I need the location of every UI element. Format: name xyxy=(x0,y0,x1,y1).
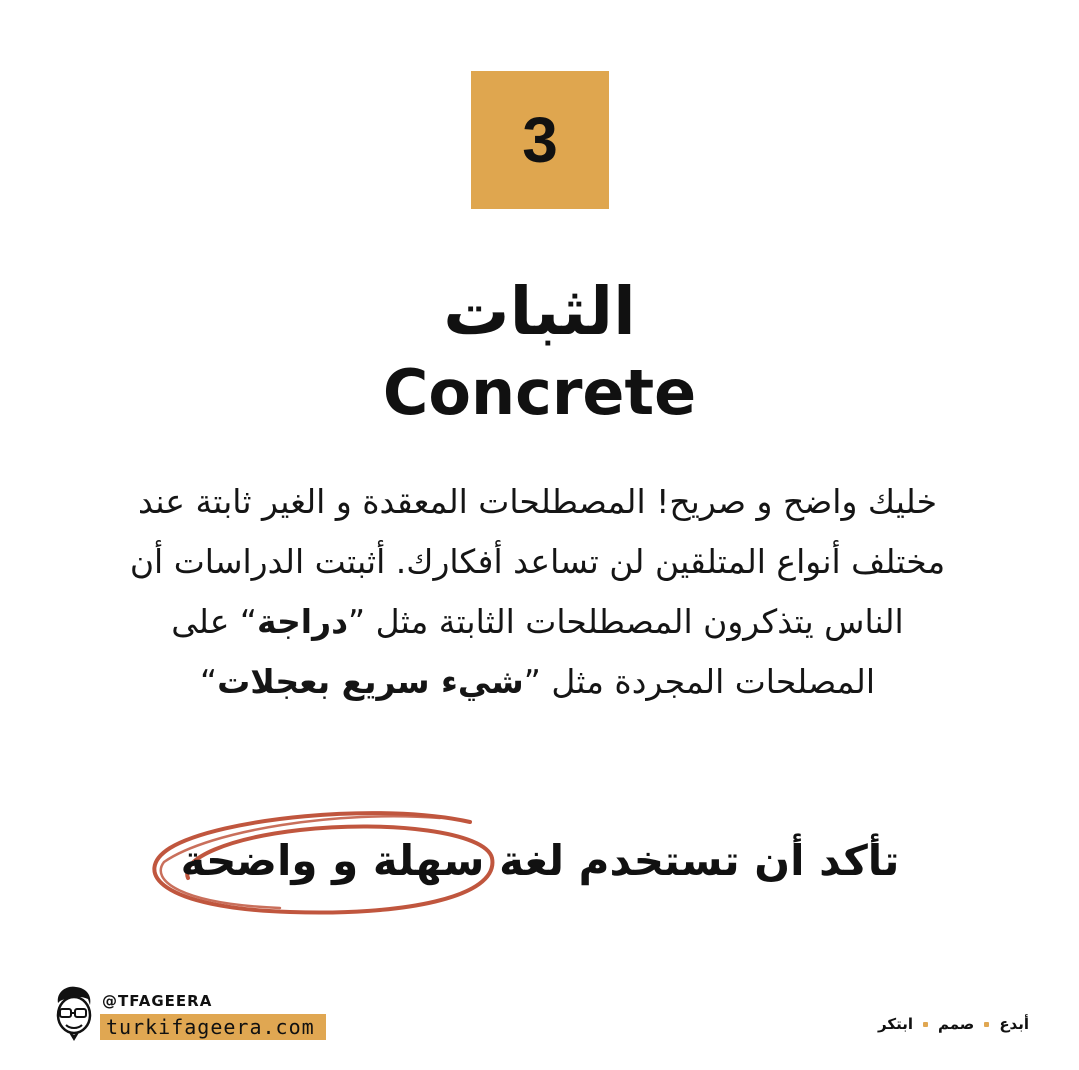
number-badge xyxy=(471,71,609,209)
website-label xyxy=(100,1014,326,1040)
body-line-2: مختلف أنواع المتلقين لن تساعد أفكارك. أثبتت الدراسات أن xyxy=(129,542,946,581)
body-line-4-start: المصلحات المجردة مثل ” xyxy=(523,662,875,701)
body-line-3-start: الناس يتذكرون المصطلحات الثابتة مثل ” xyxy=(348,602,904,641)
footer-brand xyxy=(50,985,350,1045)
highlight-fast-thing: شيء سريع بعجلات xyxy=(217,662,524,701)
avatar-icon xyxy=(50,985,96,1045)
body-paragraph xyxy=(50,472,1025,712)
body-line-3 xyxy=(50,592,1025,652)
website-url: turkifageera.com xyxy=(106,1015,315,1039)
tagline-word-3: ابتكر xyxy=(878,1015,913,1033)
number: 3 xyxy=(522,104,558,176)
footer-tagline xyxy=(878,1015,1029,1033)
tagline-word-2: صمم xyxy=(937,1015,975,1033)
callout-text: تأكد أن تستخدم لغة سهلة و واضحة xyxy=(180,836,900,885)
title-arabic: الثبات xyxy=(443,273,636,350)
separator-dot xyxy=(984,1022,989,1027)
title-english: Concrete xyxy=(382,356,697,429)
separator-dot xyxy=(923,1022,928,1027)
body-line-4-end: “ xyxy=(200,662,218,701)
highlight-bicycle: دراجة xyxy=(257,602,349,641)
body-line-3-end: “ على xyxy=(171,602,257,641)
body-line-4 xyxy=(50,652,1025,712)
tagline-word-1: أبدع xyxy=(999,1015,1029,1033)
body-line-1: خليك واضح و صريح! المصطلحات المعقدة و الغير ثابتة عند xyxy=(138,482,937,521)
social-handle: @TFAGEERA xyxy=(102,992,213,1010)
